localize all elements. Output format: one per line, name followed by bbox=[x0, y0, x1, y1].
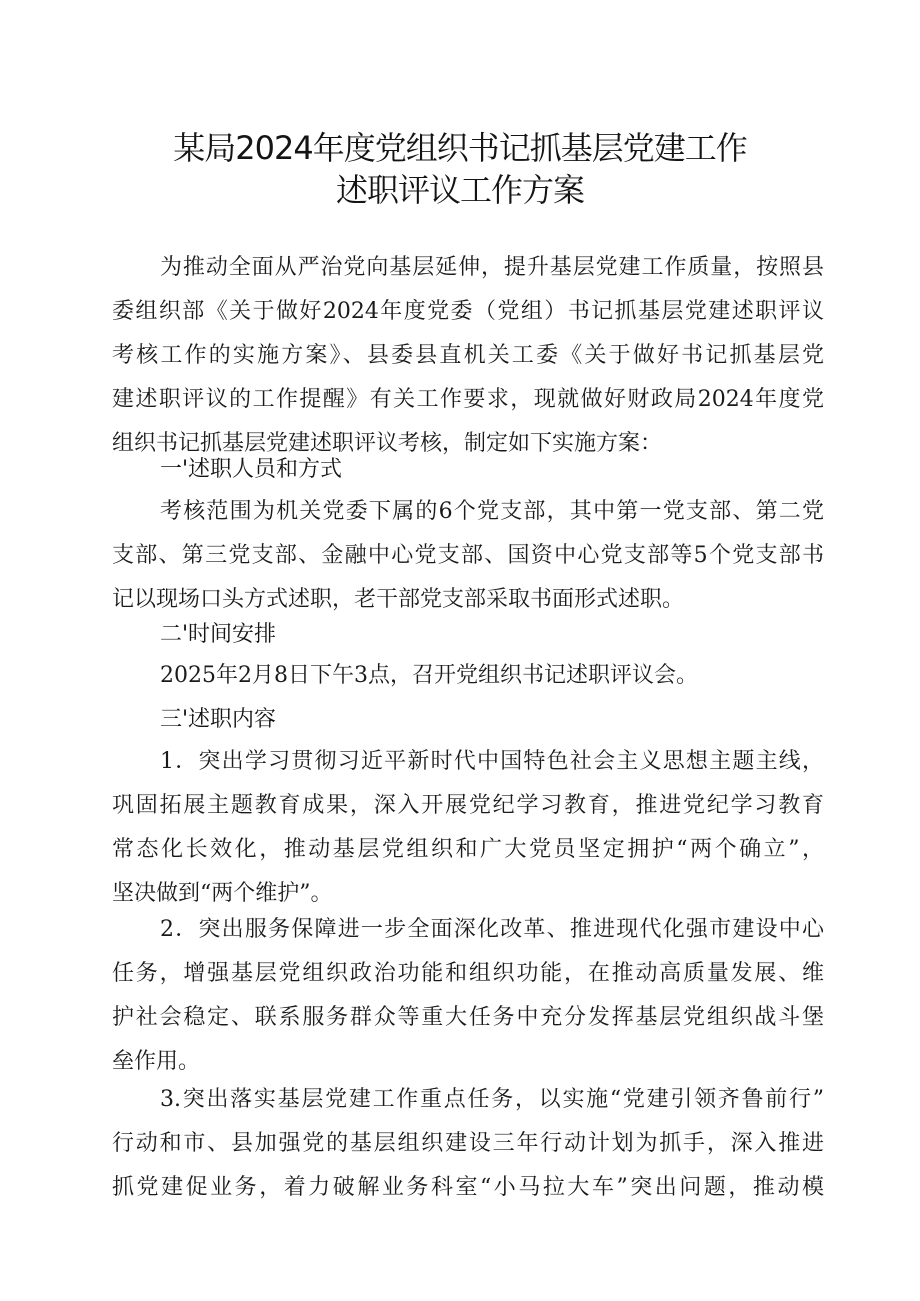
section-heading-3: 三'述职内容 bbox=[160, 707, 277, 732]
paragraph-line: 为推动全面从严治党向基层延伸，提升基层党建工作质量，按照县 bbox=[160, 255, 824, 280]
paragraph-line: 护社会稳定、联系服务群众等重大任务中充分发挥基层党组织战斗堡 bbox=[112, 1005, 824, 1030]
section-1-paragraph bbox=[112, 490, 824, 622]
paragraph-line: 垒作用。 bbox=[112, 1049, 201, 1074]
paragraph-line: 委组织部《关于做好2024年度党委（党组）书记抓基层党建述职评议 bbox=[112, 299, 824, 324]
paragraph-line: 1．突出学习贯彻习近平新时代中国特色社会主义思想主题主线， bbox=[160, 749, 824, 774]
paragraph-line: 支部、第三党支部、金融中心党支部、国资中心党支部等5个党支部书 bbox=[112, 543, 824, 568]
paragraph-line: 考核工作的实施方案》、县委县直机关工委《关于做好书记抓基层党 bbox=[112, 343, 824, 368]
paragraph-line: 巩固拓展主题教育成果，深入开展党纪学习教育，推进党纪学习教育 bbox=[112, 793, 824, 818]
paragraph-line: 组织书记抓基层党建述职评议考核，制定如下实施方案： bbox=[112, 431, 663, 456]
document-title-line-2: 述职评议工作方案 bbox=[335, 171, 584, 209]
paragraph-line: 任务，增强基层党组织政治功能和组织功能，在推动高质量发展、维 bbox=[112, 961, 824, 986]
paragraph-line: 考核范围为机关党委下属的6个党支部，其中第一党支部、第二党 bbox=[160, 499, 824, 524]
section-heading-1: 一'述职人员和方式 bbox=[160, 457, 343, 482]
paragraph-line: 行动和市、县加强党的基层组织建设三年行动计划为抓手，深入推进 bbox=[112, 1131, 824, 1156]
paragraph-line: 抓党建促业务，着力破解业务科室“小马拉大车”突出问题，推动模 bbox=[112, 1175, 824, 1200]
content-item-2 bbox=[112, 908, 824, 1084]
document-title-line-1: 某局2024年度党组织书记抓基层党建工作 bbox=[173, 129, 747, 167]
paragraph-line: 记以现场口头方式述职，老干部党支部采取书面形式述职。 bbox=[112, 587, 685, 612]
paragraph-line: 3.突出落实基层党建工作重点任务，以实施“党建引领齐鲁前行” bbox=[160, 1087, 824, 1112]
section-2-paragraph bbox=[160, 654, 824, 698]
paragraph-line: 2．突出服务保障进一步全面深化改革、推进现代化强市建设中心 bbox=[160, 917, 824, 942]
content-item-1 bbox=[112, 740, 824, 916]
section-heading-2: 二'时间安排 bbox=[160, 622, 277, 647]
content-item-3 bbox=[112, 1078, 824, 1210]
paragraph-line: 坚决做到“两个维护”。 bbox=[112, 881, 333, 906]
intro-paragraph bbox=[112, 246, 824, 466]
paragraph-line: 常态化长效化，推动基层党组织和广大党员坚定拥护“两个确立”， bbox=[112, 837, 824, 862]
paragraph-line: 建述职评议的工作提醒》有关工作要求，现就做好财政局2024年度党 bbox=[112, 387, 824, 412]
paragraph-line: 2025年2月8日下午3点，召开党组织书记述职评议会。 bbox=[160, 663, 698, 688]
